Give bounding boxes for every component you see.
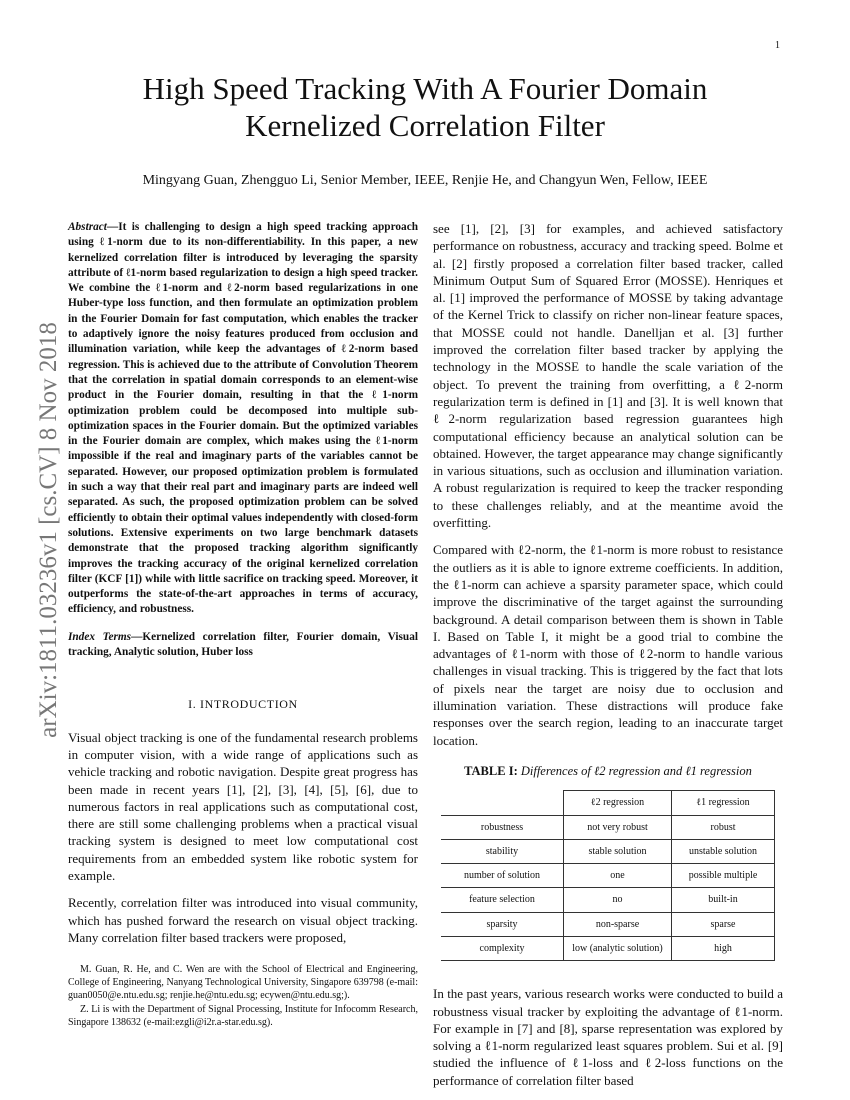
abstract-text: —It is challenging to design a high speed tracking approach using ℓ1-norm due to its non-differentiability. In this paper, a new kernelized correlation filter is introduced by leveraging the sparsity attribute of ℓ1-norm based regularization to design a high speed tracker. We combine the ℓ1-norm and ℓ2-norm based regularizations in one Huber-type loss function, and then formulate an optimization problem in the Fourier Domain for fast computation, which enables the tracker to adaptively ignore the noisy features produced from occlusion and illumination variation, while keep the advantages of ℓ2-norm based regression. This is achieved due to the attribute of Convolution Theorem that the correlation in spatial domain corresponds to an element-wise product in the Fourier domain, resulting in that the ℓ1-norm optimization problem could be decomposed into multiple sub-optimization spaces in the Fourier domain. But the optimized variables in the Fourier domain are complex, which makes using the ℓ1-norm impossible if the real and imaginary parts of the variables cannot be separated. However, our proposed optimization problem is formulated in such a way that their real part and imaginary parts are indeed well separated. As such, the proposed optimization problem can be solved efficiently to obtain their optimal values independently with closed-form solutions. Extensive experiments on two large benchmark datasets demonstrate that the proposed tracking algorithm significantly improves the tracking accuracy of the original kernelized correlation filter (KCF [1]) while with little sacrifice on tracking speed. Moreover, it outperforms the state-of-the-art approaches in terms of accuracy, efficiency, and robustness. (68, 221, 418, 616)
index-terms-lead: Index Terms (68, 630, 132, 643)
index-terms-text: —Kernelized correlation filter, Fourier domain, Visual tracking, Analytic solution, Huber loss (68, 630, 418, 659)
table-cell: sparse (672, 912, 775, 936)
table-row (441, 888, 775, 912)
table-row-label: stability (441, 839, 564, 863)
table-cell: unstable solution (672, 839, 775, 863)
table-cell: non-sparse (564, 912, 672, 936)
abstract (68, 220, 418, 618)
right-column (433, 220, 783, 1089)
table-cell: robust (672, 815, 775, 839)
table-header-row (441, 791, 775, 815)
table-cell: built-in (672, 888, 775, 912)
table-caption (433, 763, 783, 780)
table-row-label: complexity (441, 936, 564, 960)
comparison-table (441, 790, 775, 961)
author-list: Mingyang Guan, Zhengguo Li, Senior Member, IEEE, Renjie He, and Changyun Wen, Fellow, IEEE (142, 173, 708, 188)
table-header-l2: ℓ2 regression (564, 791, 672, 815)
abstract-lead: Abstract (68, 221, 107, 233)
body-paragraph-1: see [1], [2], [3] for examples, and achieved satisfactory performance on robustness, accuracy and tracking speed. Bolme et al. [2] firstly proposed a correlation filter based tracker, called Minimum Output Sum of Squared Error (MOSSE). Henriques et al. [1] improved the performance of MOSSE by taking advantage of the Kernel Trick to classify on richer non-linear feature spaces, that MOSSE could not handle. Danelljan et al. [3] further improved the correlation filter based tracker by applying the technology in the MOSSE to handle the scale variation of the object. To prevent the training from overfitting, a ℓ2-norm regularization term is defined in [1] and [3]. It is well known that ℓ2-norm regularization based regression guarantees high computational efficiency because an analytical solution can be obtained. However, the target appearance may change significantly in various situations, such as occlusion and illumination variation. A robust regularization is required to keep the tracker responding to these challenges reliably, and at the meantime avoid the overfitting. (433, 221, 783, 531)
table-caption-text: Differences of ℓ2 regression and ℓ1 regression (520, 763, 752, 778)
body-paragraph-2: Compared with ℓ2-norm, the ℓ1-norm is more robust to resistance the outliers as it is able to ignore extreme coefficients. In addition, the ℓ1-norm can achieve a sparsity parameter space, which could improve the discriminative of the target against the surrounding background. A detail comparison between them is shown in Table I. Based on Table I, it might be a good trial to combine the advantages of ℓ1-norm with those of ℓ2-norm to handle various challenges in visual tracking. This is triggered by the fact that lots of pixels near the target are noisy due to occlusion and illumination variation. These distractions will produce fake responses over the search region, leading to an inaccurate target location. (433, 542, 783, 748)
index-terms (68, 630, 418, 661)
table-row (441, 936, 775, 960)
arxiv-watermark (35, 300, 62, 760)
arxiv-id: arXiv:1811.03236v1 [cs.CV] 8 Nov 2018 (35, 322, 62, 738)
section-heading: I. INTRODUCTION (188, 697, 298, 712)
table-row-label: robustness (441, 815, 564, 839)
table-row (441, 912, 775, 936)
footnote (68, 963, 418, 1029)
table-cell: possible multiple (672, 864, 775, 888)
footnote-2: Z. Li is with the Department of Signal Processing, Institute for Infocomm Research, Singapore 138632 (e-mail:ezgli@i2r.a-star.edu.sg). (68, 1003, 418, 1028)
table-corner (441, 791, 564, 815)
page-number: 1 (775, 40, 780, 51)
footnote-1: M. Guan, R. He, and C. Wen are with the School of Electrical and Engineering, College of Engineering, Nanyang Technological University, Singapore 639798 (e-mail: guan0050@e.ntu.edu.sg; renjie.he@ntu.edu.sg; ecywen@ntu.edu.sg;). (68, 964, 418, 1002)
table-header-l1: ℓ1 regression (672, 791, 775, 815)
table-cell: stable solution (564, 839, 672, 863)
table-row (441, 839, 775, 863)
table-cell: low (analytic solution) (564, 936, 672, 960)
table-row-label: feature selection (441, 888, 564, 912)
paper-title: High Speed Tracking With A Fourier Domain Kernelized Correlation Filter (142, 71, 708, 143)
table-caption-label: TABLE I: (464, 763, 518, 778)
intro-paragraph-1: Visual object tracking is one of the fundamental research problems in computer vision, with a wide range of applications such as vehicle tracking and robotic navigation. Despite great progress has been made in recent years [1], [2], [3], [4], [5], [6], due to numerous factors in real applications such as computational cost, there are still some challenging problems when a practical visual tracking system is designed to meet low computational cost requirements from an embedded system like robotic system for example. (68, 729, 418, 883)
table-cell: high (672, 936, 775, 960)
table-cell: no (564, 888, 672, 912)
table-row-label: sparsity (441, 912, 564, 936)
table-row (441, 864, 775, 888)
left-column (68, 220, 418, 946)
table-row (441, 815, 775, 839)
table-cell: not very robust (564, 815, 672, 839)
table-row-label: number of solution (441, 864, 564, 888)
table-cell: one (564, 864, 672, 888)
body-paragraph-3: In the past years, various research works were conducted to build a robustness visual tracker by exploiting the advantage of ℓ1-norm. For example in [7] and [8], sparse representation was explored by solving a ℓ1-norm regularized least squares problem. Sui et al. [9] studied the influence of ℓ1-loss and ℓ2-loss functions on the performance of correlation filter based (433, 986, 783, 1088)
intro-paragraph-2: Recently, correlation filter was introduced into visual community, which has pushed forward the research on visual object tracking. Many correlation filter based trackers were proposed, (68, 895, 418, 945)
